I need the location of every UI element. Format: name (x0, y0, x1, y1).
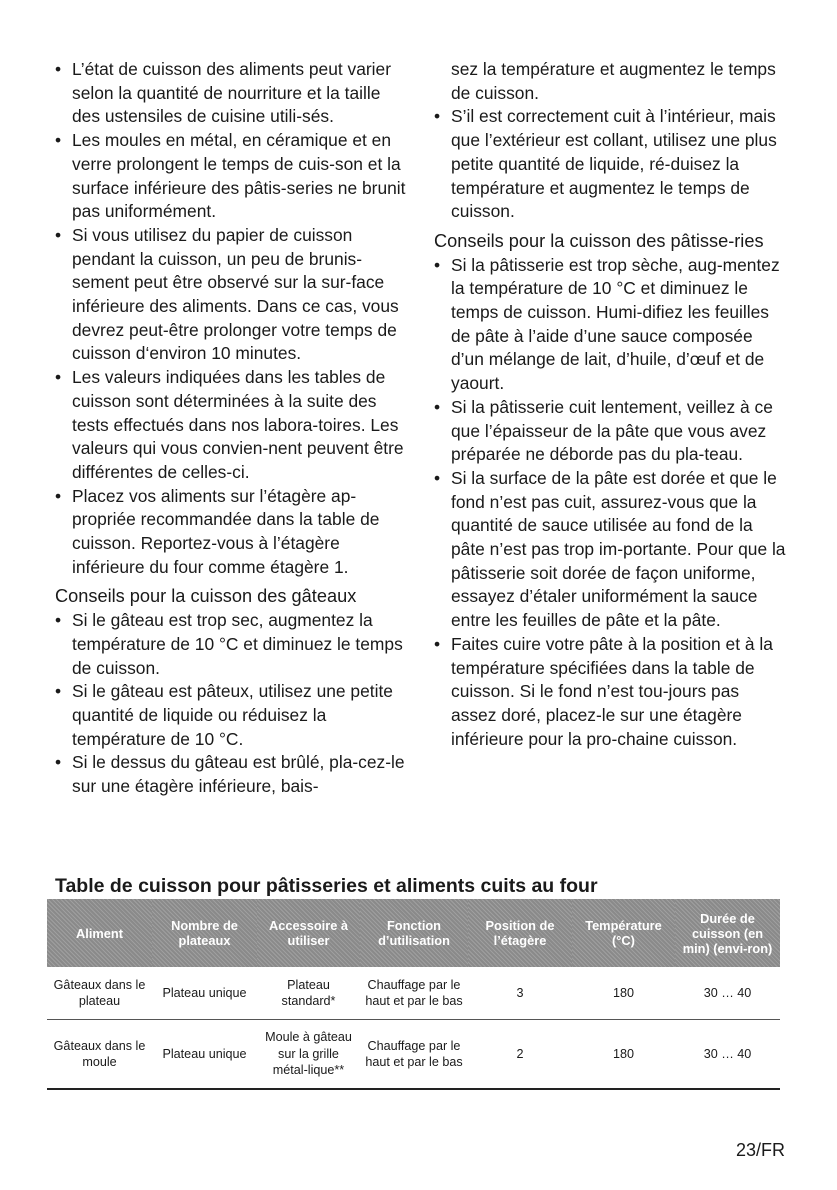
table-cell: Plateau unique (152, 967, 257, 1020)
table-cell: Moule à gâteau sur la grille métal-lique** (257, 1020, 360, 1090)
table-cell: 30 … 40 (675, 967, 780, 1020)
cooking-table (47, 899, 780, 1090)
list-item: • Si le dessus du gâteau est brûlé, pla-cez-le sur une étagère inférieure, bais- (55, 751, 407, 798)
header-fonction: Fonction d’utilisation (360, 899, 468, 967)
table-title: Table de cuisson pour pâtisseries et aliments cuits au four (55, 875, 598, 897)
list-item: • S’il est correctement cuit à l’intérieur, mais que l’extérieur est collant, utilisez une plus petite quantité de liquide, ré-duisez la température et augmentez le temps de cuisson. (434, 105, 786, 224)
table-cell: Gâteaux dans le plateau (47, 967, 152, 1020)
header-nombre-plateaux: Nombre de plateaux (152, 899, 257, 967)
list-item: • Les moules en métal, en céramique et en verre prolongent le temps de cuis-son et la surface inférieure des pâtis-series ne brunit pas uniformément. (55, 129, 407, 224)
list-item: • Placez vos aliments sur l’étagère ap-propriée recommandée dans la table de cuisson. Reportez-vous à l’étagère inférieure du four comme étagère 1. (55, 485, 407, 580)
list-item: • Si la pâtisserie cuit lentement, veillez à ce que l’épaisseur de la pâte que vous avez préparée ne déborde pas du pla-teau. (434, 396, 786, 467)
tips-list-gateaux-continued (434, 105, 786, 224)
list-item: • Si la pâtisserie est trop sèche, aug-mentez la température de 10 °C et diminuez le temps de cuisson. Humi-difiez les feuilles de pâte à l’aide d’une sauce composée d’un mélange de lait, d’huile, d’œuf et de yaourt. (434, 254, 786, 396)
continued-text: sez la température et augmentez le temps de cuisson. (451, 59, 776, 103)
table-row (47, 1020, 780, 1090)
header-temperature: Température (°C) (572, 899, 675, 967)
table-cell: Chauffage par le haut et par le bas (360, 1020, 468, 1090)
tips-list-gateaux (55, 609, 407, 799)
table-cell: Gâteaux dans le moule (47, 1020, 152, 1090)
right-column (434, 58, 786, 751)
table-cell: Chauffage par le haut et par le bas (360, 967, 468, 1020)
tips-list-patisseries (434, 254, 786, 752)
heading-patisseries: Conseils pour la cuisson des pâtisse-ries (434, 230, 764, 251)
header-position: Position de l’étagère (468, 899, 572, 967)
table-cell: 2 (468, 1020, 572, 1090)
table-cell: Plateau unique (152, 1020, 257, 1090)
left-column (55, 58, 407, 799)
heading-gateaux: Conseils pour la cuisson des gâteaux (55, 586, 357, 607)
list-item: • L’état de cuisson des aliments peut varier selon la quantité de nourriture et la taille des ustensiles de cuisine utili-sés. (55, 58, 407, 129)
list-item: • Si la surface de la pâte est dorée et que le fond n’est pas cuit, assurez-vous que la quantité de sauce utilisée au fond de la pâte n’est pas trop im-portante. Pour que la pâtisserie soit dorée de façon uniforme, essayez d’étaler uniformément la sauce entre les feuilles de pâte et la pâte. (434, 467, 786, 633)
header-accessoire: Accessoire à utiliser (257, 899, 360, 967)
table-cell: 180 (572, 967, 675, 1020)
list-item: • Les valeurs indiquées dans les tables de cuisson sont déterminées à la suite des tests effectués dans nos labora-toires. Les valeurs qui vous convien-nent peuvent être différentes de celles-ci. (55, 366, 407, 485)
table-row (47, 967, 780, 1020)
tips-list-general (55, 58, 407, 579)
table-header-row (47, 899, 780, 967)
list-item: • Faites cuire votre pâte à la position et à la température spécifiées dans la table de cuisson. Si le fond n’est tou-jours pas assez doré, placez-le sur une étagère inférieure pour la pro-chaine cuisson. (434, 633, 786, 752)
table-cell: Plateau standard* (257, 967, 360, 1020)
list-item: • Si le gâteau est pâteux, utilisez une petite quantité de liquide ou réduisez la température de 10 °C. (55, 680, 407, 751)
table-cell: 30 … 40 (675, 1020, 780, 1090)
table-cell: 180 (572, 1020, 675, 1090)
list-item: • Si vous utilisez du papier de cuisson pendant la cuisson, un peu de brunis-sement peut être observé sur la sur-face inférieure des aliments. Dans ce cas, vous devrez peut-être prolonger votre temps de cuisson d‘environ 10 minutes. (55, 224, 407, 366)
table-cell: 3 (468, 967, 572, 1020)
page-number: 23/FR (735, 1140, 785, 1160)
header-duree: Durée de cuisson (en min) (envi-ron) (675, 899, 780, 967)
header-aliment: Aliment (47, 899, 152, 967)
list-item: • Si le gâteau est trop sec, augmentez la température de 10 °C et diminuez le temps de cuisson. (55, 609, 407, 680)
